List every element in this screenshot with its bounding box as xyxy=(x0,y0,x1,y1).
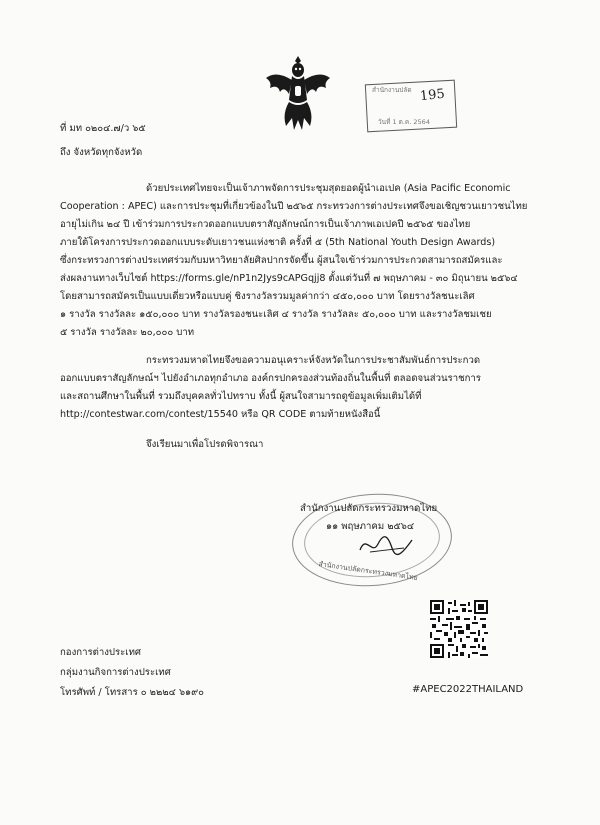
signing-office: สำนักงานปลัดกระทรวงมหาดไทย xyxy=(300,503,438,514)
para2-line: ออกแบบตราสัญลักษณ์ฯ ไปยังอำเภอทุกอำเภอ องค์กรปกครองส่วนท้องถิ่นในพื้นที่ ตลอดจนส่วนราชการ xyxy=(60,373,481,384)
para1-line: โดยสามารถสมัครเป็นแบบเดี่ยวหรือแบบคู่ ชิงรางวัลรวมมูลค่ากว่า ๔๕๐,๐๐๐ บาท โดยรางวัลชนะเลิศ xyxy=(60,291,475,302)
footer-phone: โทรศัพท์ / โทรสาร ๐ ๒๒๒๔ ๖๑๙๐ xyxy=(60,687,205,698)
para1-line: ๑ รางวัล รางวัลละ ๑๕๐,๐๐๐ บาท รางวัลรองชนะเลิศ ๔ รางวัล รางวัลละ ๕๐,๐๐๐ บาท และรางวัลชมเชย xyxy=(60,309,492,320)
footer-division: กลุ่มงานกิจการต่างประเทศ xyxy=(60,667,171,678)
document-number: ที่ มท ๐๒๐๔.๗/ว ๖๕ xyxy=(60,123,146,134)
para2-line: กระทรวงมหาดไทยจึงขอความอนุเคราะห์จังหวัดในการประชาสัมพันธ์การประกวด xyxy=(146,355,481,366)
handwritten-signature xyxy=(356,532,416,558)
para1-line: ส่งผลงานทางเว็บไซต์ https://forms.gle/nP1n2Jys9cAPGqjj8 ตั้งแต่วันที่ ๗ พฤษภาคม - ๓๐ มิถุนายน ๒๕๖๔ xyxy=(60,273,518,284)
footer-department: กองการต่างประเทศ xyxy=(60,647,141,658)
para2-line: และสถานศึกษาในพื้นที่ รวมถึงบุคคลทั่วไปทราบ ทั้งนี้ ผู้สนใจสามารถดูข้อมูลเพิ่มเติมได้ที่ xyxy=(60,391,422,402)
received-stamp-number: 195 xyxy=(419,86,446,105)
para1-line: ด้วยประเทศไทยจะเป็นเจ้าภาพจัดการประชุมสุดยอดผู้นำเอเปค (Asia Pacific Economic xyxy=(146,183,511,194)
seal-text: สำนักงานปลัดกระทรวงมหาดไทย xyxy=(317,560,419,582)
para1-line: ๕ รางวัล รางวัลละ ๒๐,๐๐๐ บาท xyxy=(60,327,195,338)
para2-line: http://contestwar.com/contest/15540 หรือ QR CODE ตามท้ายหนังสือนี้ xyxy=(60,409,381,420)
para1-line: Cooperation : APEC) และการประชุมที่เกี่ยวข้องในปี ๒๕๖๕ กระทรวงการต่างประเทศจึงขอเชิญชวนเยาวชนไทย xyxy=(60,201,528,212)
campaign-hashtag: #APEC2022THAILAND xyxy=(412,684,524,695)
para1-line: ภายใต้โครงการประกวดออกแบบระดับเยาวชนแห่งชาติ ครั้งที่ ๕ (5th National Youth Design Awards) xyxy=(60,237,496,248)
para1-line: ซึ่งกระทรวงการต่างประเทศร่วมกับมหาวิทยาลัยศิลปากรจัดขึ้น ผู้สนใจเข้าร่วมการประกวดสามารถสมัครและ xyxy=(60,255,503,266)
received-stamp-header: สำนักงานปลัด xyxy=(372,86,412,94)
addressee: ถึง จังหวัดทุกจังหวัด xyxy=(60,147,143,158)
received-stamp-date: วันที่ 1 ต.ค. 2564 xyxy=(378,118,430,126)
closing-line: จึงเรียนมาเพื่อโปรดพิจารณา xyxy=(146,439,264,450)
garuda-emblem-icon xyxy=(262,52,334,136)
para1-line: อายุไม่เกิน ๒๔ ปี เข้าร่วมการประกวดออกแบบตราสัญลักษณ์การเป็นเจ้าภาพเอเปคปี ๒๕๖๕ ของไทย xyxy=(60,219,471,230)
signing-date: ๑๑ พฤษภาคม ๒๕๖๔ xyxy=(326,521,415,532)
qr-code-icon[interactable] xyxy=(430,600,488,658)
